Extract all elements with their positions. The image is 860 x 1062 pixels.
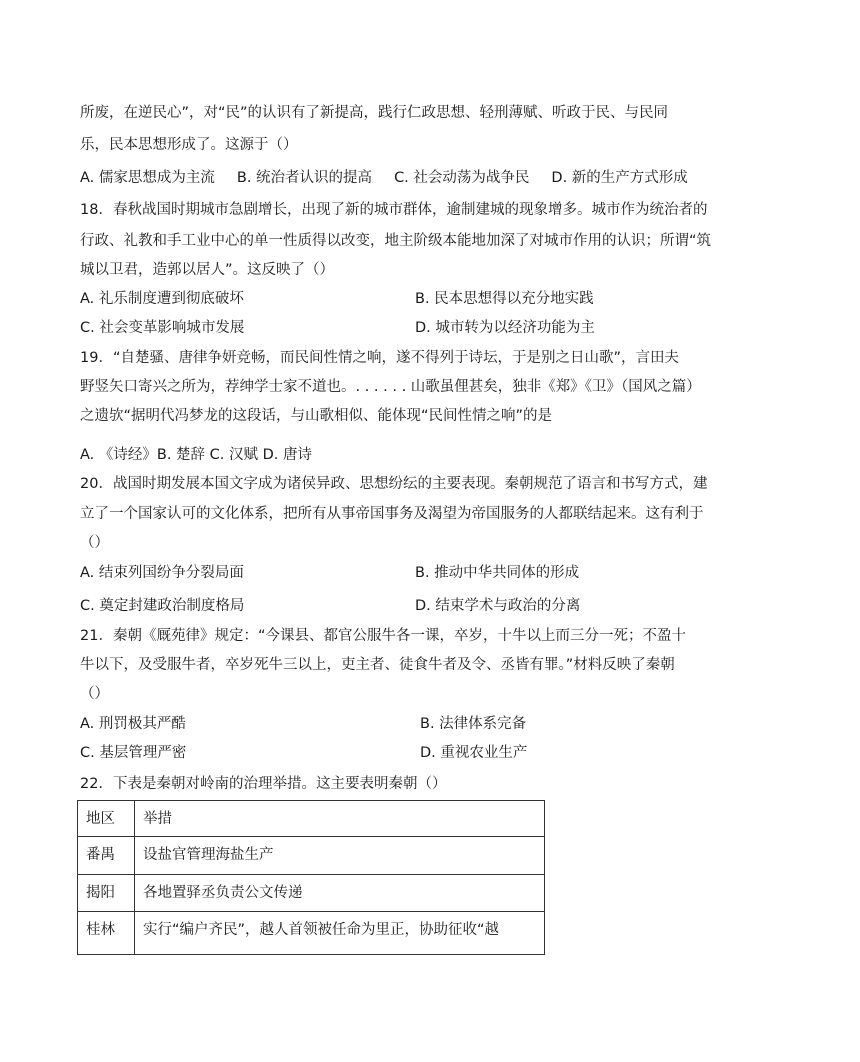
q18-option-a[interactable]: A. 礼乐制度遭到彻底破坏 <box>80 291 244 307</box>
q18-option-c[interactable]: C. 社会变革影响城市发展 <box>80 320 245 336</box>
q17-option-a[interactable]: A. 儒家思想成为主流 <box>80 170 215 186</box>
table-cell: 各地置驿丞负责公文传递 <box>135 875 545 912</box>
table-row <box>78 912 545 955</box>
table-cell: 揭阳 <box>78 875 135 912</box>
q18-line-3: 城以卫君，造郭以居人”。这反映了（） <box>80 262 335 278</box>
q17-option-b[interactable]: B. 统治者认识的提高 <box>236 170 373 186</box>
table-header-cell: 举措 <box>135 801 545 837</box>
q19-options[interactable]: A. 《诗经》B. 楚辞 C. 汉赋 D. 唐诗 <box>80 447 312 463</box>
q20-line-2: 立了一个国家认可的文化体系，把所有从事帝国事务及渴望为帝国服务的人都联结起来。这有利于 <box>80 506 704 522</box>
q17-options <box>80 168 780 188</box>
q18-option-d[interactable]: D. 城市转为以经济功能为主 <box>415 320 595 336</box>
q21-line-3: （） <box>80 686 109 702</box>
q22-table <box>77 800 545 955</box>
q18-line-1: 18．春秋战国时期城市急剧增长，出现了新的城市群体，逾制建城的现象增多。城市作为统治者的 <box>80 202 708 218</box>
q20-option-d[interactable]: D. 结束学术与政治的分离 <box>415 598 581 614</box>
table-cell: 番禺 <box>78 837 135 875</box>
q17-option-c[interactable]: C. 社会动荡为战争民 <box>394 170 530 186</box>
table-row <box>78 875 545 912</box>
q19-line-1: 19．“自楚骚、唐律争妍竞畅，而民间性情之响，遂不得列于诗坛，于是别之日山歌”，言田夫 <box>80 350 679 366</box>
q20-option-b[interactable]: B. 推动中华共同体的形成 <box>415 565 580 581</box>
q19-line-3: 之遗欤“据明代冯梦龙的这段话，与山歌相似、能体现“民间性情之响”的是 <box>80 408 553 424</box>
q20-line-1: 20．战国时期发展本国文字成为诸侯异政、思想纷纭的主要表现。秦朝规范了语言和书写方式，建 <box>80 476 708 492</box>
q19-line-2: 野竖矢口寄兴之所为，荐绅学士家不道也。. . . . . . 山歌虽俚甚矣，独非《郑》《卫》（国风之篇） <box>80 379 701 395</box>
q21-line-1: 21．秦朝《厩苑律》规定：“今课县、都官公服牛各一课，卒岁，十牛以上而三分一死；不盈十 <box>80 628 686 644</box>
q17-line-1: 所废，在逆民心”，对“民”的认识有了新提高，践行仁政思想、轻刑薄赋、听政于民、与民同 <box>80 105 669 121</box>
table-header-cell: 地区 <box>78 801 135 837</box>
q18-option-b[interactable]: B. 民本思想得以充分地实践 <box>415 291 594 307</box>
q21-line-2: 牛以下，及受服牛者，卒岁死牛三以上，吏主者、徒食牛者及令、丞皆有罪。”材料反映了秦朝 <box>80 657 675 673</box>
q21-option-a[interactable]: A. 刑罚极其严酷 <box>80 716 186 732</box>
table-cell: 桂林 <box>78 912 135 955</box>
table-cell: 设盐官管理海盐生产 <box>135 837 545 875</box>
q22-line-1: 22．下表是秦朝对岭南的治理举措。这主要表明秦朝（） <box>80 776 447 792</box>
q17-option-d[interactable]: D. 新的生产方式形成 <box>551 170 688 186</box>
q21-option-d[interactable]: D. 重视农业生产 <box>420 745 528 761</box>
table-row <box>78 837 545 875</box>
q18-line-2: 行政、礼教和手工业中心的单一性质得以改变，地主阶级本能地加深了对城市作用的认识；所谓“筑 <box>80 233 712 249</box>
q20-line-3: （） <box>80 535 109 551</box>
q20-option-c[interactable]: C. 奠定封建政治制度格局 <box>80 598 245 614</box>
table-cell: 实行“编户齐民”，越人首领被任命为里正，协助征收“越 <box>135 912 545 955</box>
table-header-row <box>78 801 545 837</box>
q21-option-c[interactable]: C. 基层管理严密 <box>80 745 187 761</box>
q17-line-2: 乐，民本思想形成了。这源于（） <box>80 137 298 153</box>
q21-option-b[interactable]: B. 法律体系完备 <box>420 716 527 732</box>
q20-option-a[interactable]: A. 结束列国纷争分裂局面 <box>80 565 244 581</box>
